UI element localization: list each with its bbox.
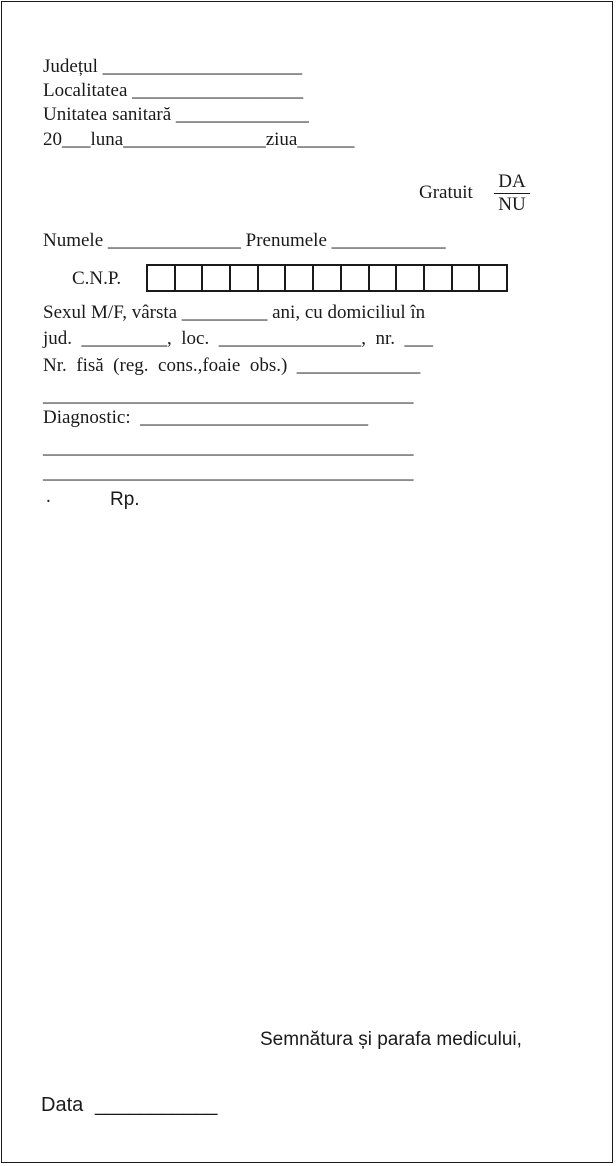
cnp-digit-cell[interactable] (257, 266, 285, 290)
cnp-digit-cell[interactable] (340, 266, 368, 290)
cnp-digit-cell[interactable] (368, 266, 396, 290)
cnp-digit-cell[interactable] (201, 266, 229, 290)
cnp-digit-cell[interactable] (284, 266, 312, 290)
date-line-field[interactable]: 20___luna_______________ziua______ (43, 129, 355, 150)
sex-varsta-field[interactable]: Sexul M/F, vârsta _________ ani, cu domiciliul în (43, 302, 426, 323)
cnp-digit-cell[interactable] (229, 266, 257, 290)
date-blank-field[interactable]: ___________ (95, 1094, 218, 1116)
cnp-digit-cell[interactable] (395, 266, 423, 290)
cnp-digit-cell[interactable] (423, 266, 451, 290)
cnp-label: C.N.P. (72, 268, 122, 289)
rp-label: Rp. (110, 489, 140, 510)
cnp-digit-cell[interactable] (478, 266, 506, 290)
prescription-form (1, 1, 613, 1163)
blank-line[interactable]: _______________________________________ (43, 462, 414, 483)
judet-field[interactable]: Județul _____________________ (43, 56, 303, 77)
blank-line[interactable]: _______________________________________ (43, 385, 414, 406)
cnp-digit-cell[interactable] (451, 266, 479, 290)
gratuit-da[interactable]: DA (498, 171, 526, 192)
localitate-field[interactable]: Localitatea __________________ (43, 80, 304, 101)
blank-line[interactable]: _______________________________________ (43, 437, 414, 458)
gratuit-fraction[interactable] (494, 172, 530, 215)
nume-prenume-field[interactable]: Numele ______________ Prenumele ____________ (43, 230, 446, 251)
gratuit-label: Gratuit (419, 182, 473, 203)
nr-fisa-field[interactable]: Nr. fisă (reg. cons.,foaie obs.) _____________ (43, 355, 421, 376)
cnp-digit-cell[interactable] (174, 266, 202, 290)
signature-label: Semnătura și parafa medicului, (260, 1029, 522, 1050)
diagnostic-field[interactable]: Diagnostic: ________________________ (43, 407, 369, 428)
cnp-digit-cell[interactable] (148, 266, 174, 290)
cnp-digit-cell[interactable] (312, 266, 340, 290)
unitate-sanitara-field[interactable]: Unitatea sanitară ______________ (43, 104, 309, 125)
cnp-input-grid[interactable] (146, 264, 508, 292)
domiciliu-field[interactable]: jud. _________, loc. _______________, nr. ___ (43, 328, 434, 349)
gratuit-nu[interactable]: NU (498, 194, 526, 215)
dot-mark: . (46, 486, 51, 507)
date-label: Data (41, 1094, 84, 1116)
